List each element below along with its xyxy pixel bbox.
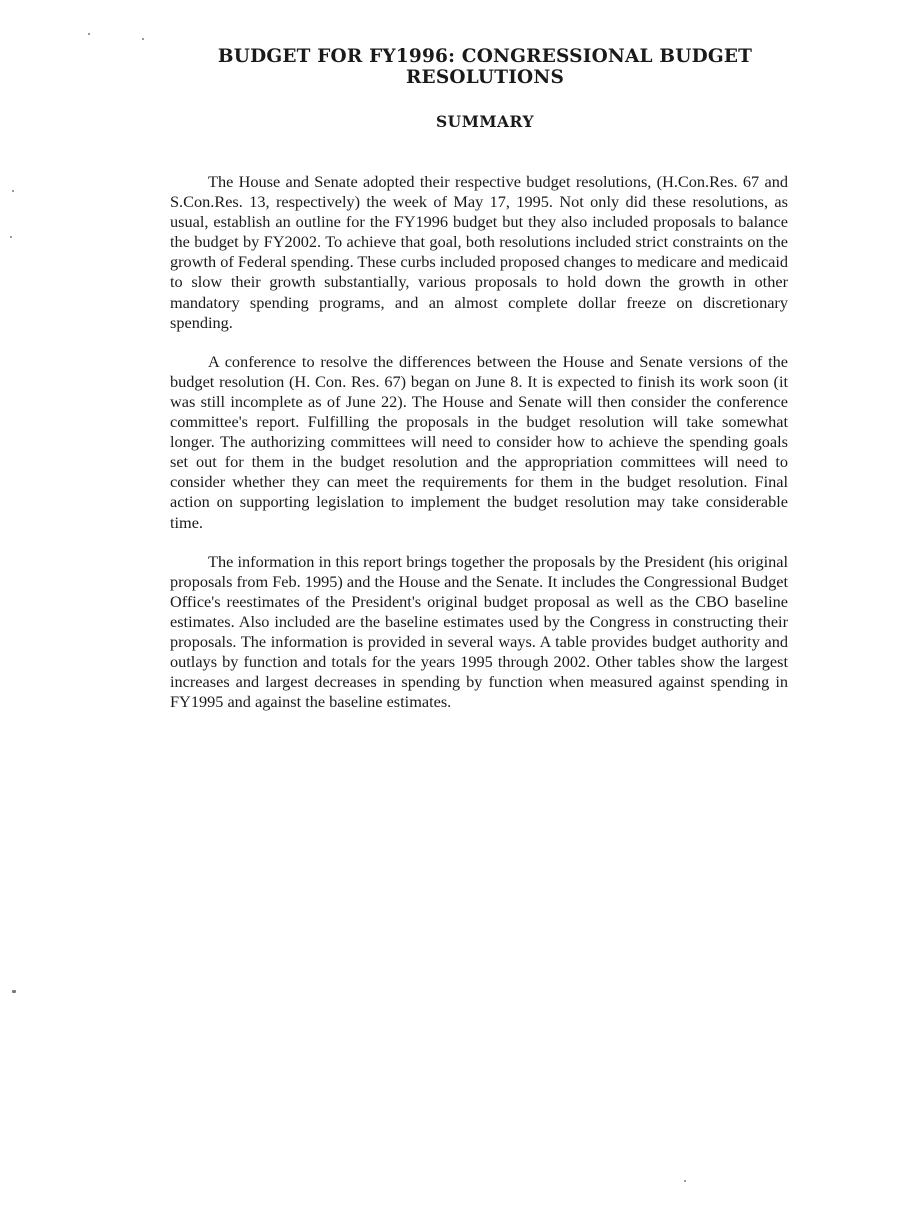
scan-speck — [684, 1180, 686, 1182]
summary-paragraph-1: The House and Senate adopted their respective budget resolutions, (H.Con.Res. 67 and S.Con.Res. 13, respectively) the week of May 17, 1995. Not only did these resolutions, as usual, establish an outline for the FY1996 budget but they also included proposals to balance the budget by FY2002. To achieve that goal, both resolutions included strict constraints on the growth of Federal spending. These curbs included proposed changes to medicare and medicaid to slow their growth substantially, various proposals to hold down the growth in other mandatory spending programs, and an almost complete dollar freeze on discretionary spending. — [170, 172, 788, 332]
scan-speck — [88, 33, 90, 35]
summary-body — [170, 172, 788, 731]
document-title: BUDGET FOR FY1996: CONGRESSIONAL BUDGET RESOLUTIONS — [217, 46, 753, 88]
scan-speck — [10, 236, 12, 238]
scan-speck — [142, 38, 144, 40]
summary-paragraph-3: The information in this report brings together the proposals by the President (his original proposals from Feb. 1995) and the House and the Senate. It includes the Congressional Budget Office's reestimates of the President's original budget proposal as well as the CBO baseline estimates. Also included are the baseline estimates used by the Congress in constructing their proposals. The information is provided in several ways. A table provides budget authority and outlays by function and totals for the years 1995 through 2002. Other tables show the largest increases and largest decreases in spending by function when measured against spending in FY1995 and against the baseline estimates. — [170, 551, 788, 712]
section-heading: SUMMARY — [435, 112, 535, 131]
summary-paragraph-2: A conference to resolve the differences between the House and Senate versions of the budget resolution (H. Con. Res. 67) began on June 8. It is expected to finish its work soon (it was still incomplete as of June 22). The House and Senate will then consider the conference committee's report. Fulfilling the proposals in the budget resolution will take somewhat longer. The authorizing committees will need to consider how to achieve the spending goals set out for them in the budget resolution and the appropriation committees will need to consider whether they can meet the requirements for them in the budget resolution. Final action on supporting legislation to implement the budget resolution may take considerable time. — [170, 351, 788, 532]
scan-speck — [12, 190, 14, 192]
scan-speck — [12, 990, 16, 993]
